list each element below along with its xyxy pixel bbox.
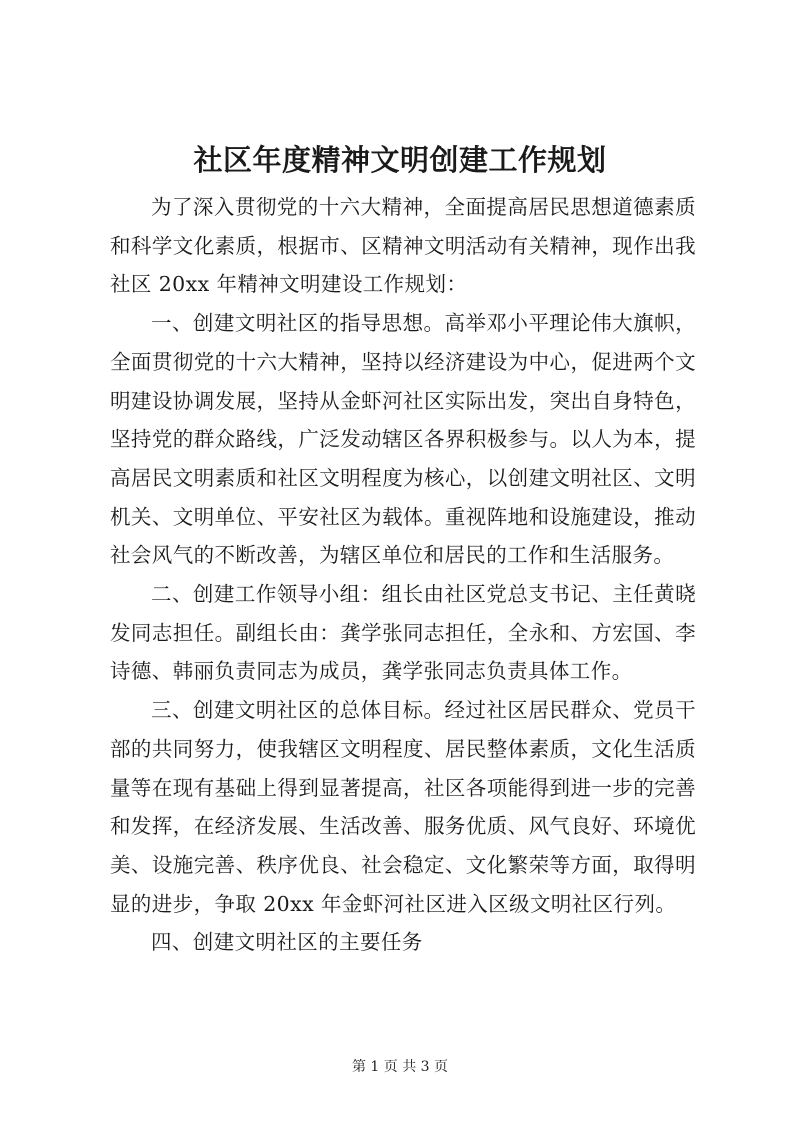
intro-paragraph: 为了深入贯彻党的十六大精神，全面提高居民思想道德素质和科学文化素质，根据市、区精神文明活动有关精神，现作出我社区 20xx 年精神文明建设工作规划： bbox=[110, 195, 696, 297]
guiding-ideology-paragraph: 一、创建文明社区的指导思想。高举邓小平理论伟大旗帜，全面贯彻党的十六大精神，坚持以经济建设为中心，促进两个文明建设协调发展，坚持从金虾河社区实际出发，突出自身特色，坚持党的群众路线，广泛发动辖区各界积极参与。以人为本，提高居民文明素质和社区文明程度为核心，以创建文明社区、文明机关、文明单位、平安社区为载体。重视阵地和设施建设，推动社会风气的不断改善，为辖区单位和居民的工作和生活服务。 bbox=[110, 311, 696, 568]
overall-goal-paragraph: 三、创建文明社区的总体目标。经过社区居民群众、党员干部的共同努力，使我辖区文明程度、居民整体素质，文化生活质量等在现有基础上得到显著提高，社区各项能得到进一步的完善和发挥，在经济发展、生活改善、服务优质、风气良好、环境优美、设施完善、秩序优良、社会稳定、文化繁荣等方面，取得明显的进步，争取 20xx 年金虾河社区进入区级文明社区行列。 bbox=[110, 698, 696, 916]
page-number-footer: 第 1 页 共 3 页 bbox=[351, 1059, 449, 1075]
document-title: 社区年度精神文明创建工作规划 bbox=[193, 143, 607, 177]
leadership-group-paragraph: 二、创建工作领导小组：组长由社区党总支书记、主任黄晓发同志担任。副组长由：龚学张同志担任，全永和、方宏国、李诗德、韩丽负责同志为成员，龚学张同志负责具体工作。 bbox=[110, 582, 696, 684]
document-body bbox=[110, 188, 696, 962]
main-tasks-heading: 四、创建文明社区的主要任务 bbox=[151, 930, 423, 955]
